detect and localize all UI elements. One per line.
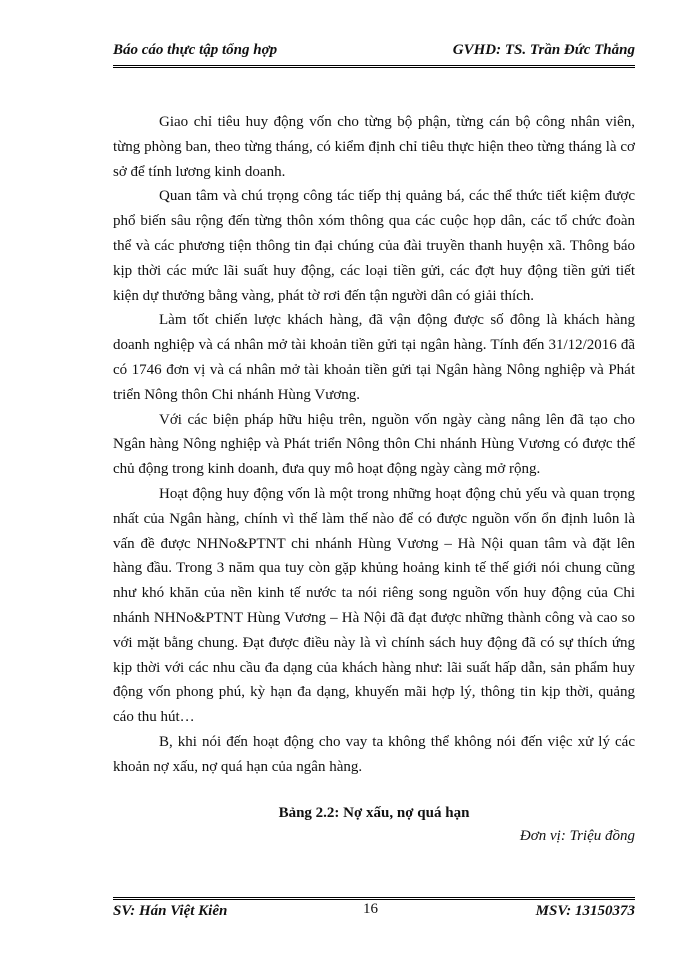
page-footer [113,903,635,925]
footer-student-id: MSV: 13150373 [535,903,635,919]
header-report-title: Báo cáo thực tập tổng hợp [113,42,278,58]
table-unit: Đơn vị: Triệu đồng [519,828,635,844]
paragraph-4: Với các biện pháp hữu hiệu trên, nguồn vốn ngày càng nâng lên đã tạo cho Ngân hàng Nông nghiệp và Phát triển Nông thôn Chi nhánh Hùng Vương có được thế chủ động trong kinh doanh, đưa quy mô hoạt động ngày càng mở rộng. [113,411,635,478]
page-number: 16 [363,901,378,917]
paragraph-5: Hoạt động huy động vốn là một trong những hoạt động chủ yếu và quan trọng nhất của Ngân hàng, chính vì thế làm thế nào để có được nguồn vốn ổn định luôn là vấn đề được NHNo&PTNT chi nhánh Hùng Vương – Hà Nội quan tâm và đặt lên hàng đầu. Trong 3 năm qua tuy còn gặp khủng hoảng kinh tế thế giới nói chung cũng như khó khăn của nền kinh tế nước ta nói riêng song nguồn vốn huy động của Chi nhánh NHNo&PTNT Hùng Vương – Hà Nội đã đạt được những thành công và cao so với mặt bằng chung. Đạt được điều này là vì chính sách huy động đã có sự thích ứng kịp thời với các nhu cầu đa dạng của khách hàng như: lãi suất hấp dẫn, sản phẩm huy động vốn phong phú, kỳ hạn đa dạng, khuyến mãi hợp lý, thông tin kịp thời, quảng cáo thu hút… [113,485,635,726]
document-body [113,110,635,780]
paragraph-1: Giao chỉ tiêu huy động vốn cho từng bộ phận, từng cán bộ công nhân viên, từng phòng ban, theo từng tháng, có kiểm định chỉ tiêu thực hiện theo từng tháng là cơ sở để tính lương kinh doanh. [113,114,635,180]
footer-rule [113,897,635,900]
paragraph-6: B, khi nói đến hoạt động cho vay ta không thể không nói đến việc xử lý các khoản nợ xấu, nợ quá hạn của ngân hàng. [113,733,635,775]
header-rule [113,65,635,68]
page-header [113,42,635,64]
table-caption: Bảng 2.2: Nợ xấu, nợ quá hạn [278,805,470,821]
footer-student: SV: Hán Việt Kiên [113,903,228,919]
header-advisor: GVHD: TS. Trần Đức Thắng [452,42,635,58]
paragraph-3: Làm tốt chiến lược khách hàng, đã vận động được số đông là khách hàng doanh nghiệp và cá nhân mở tài khoản tiền gửi tại ngân hàng. Tính đến 31/12/2016 đã có 1746 đơn vị và cá nhân mở tài khoản tiền gửi tại Ngân hàng Nông nghiệp và Phát triển Nông thôn Chi nhánh Hùng Vương. [113,312,635,403]
paragraph-2: Quan tâm và chú trọng công tác tiếp thị quảng bá, các thể thức tiết kiệm được phổ biến sâu rộng đến từng thôn xóm thông qua các cuộc họp dân, các tổ chức đoàn thể và các phương tiện thông tin đại chúng của đài truyền thanh huyện xã. Thông báo kịp thời các mức lãi suất huy động, các loại tiền gửi, các đợt huy động tiền gửi tiết kiện dự thưởng bằng vàng, phát tờ rơi đến tận người dân có giải thích. [113,188,635,304]
